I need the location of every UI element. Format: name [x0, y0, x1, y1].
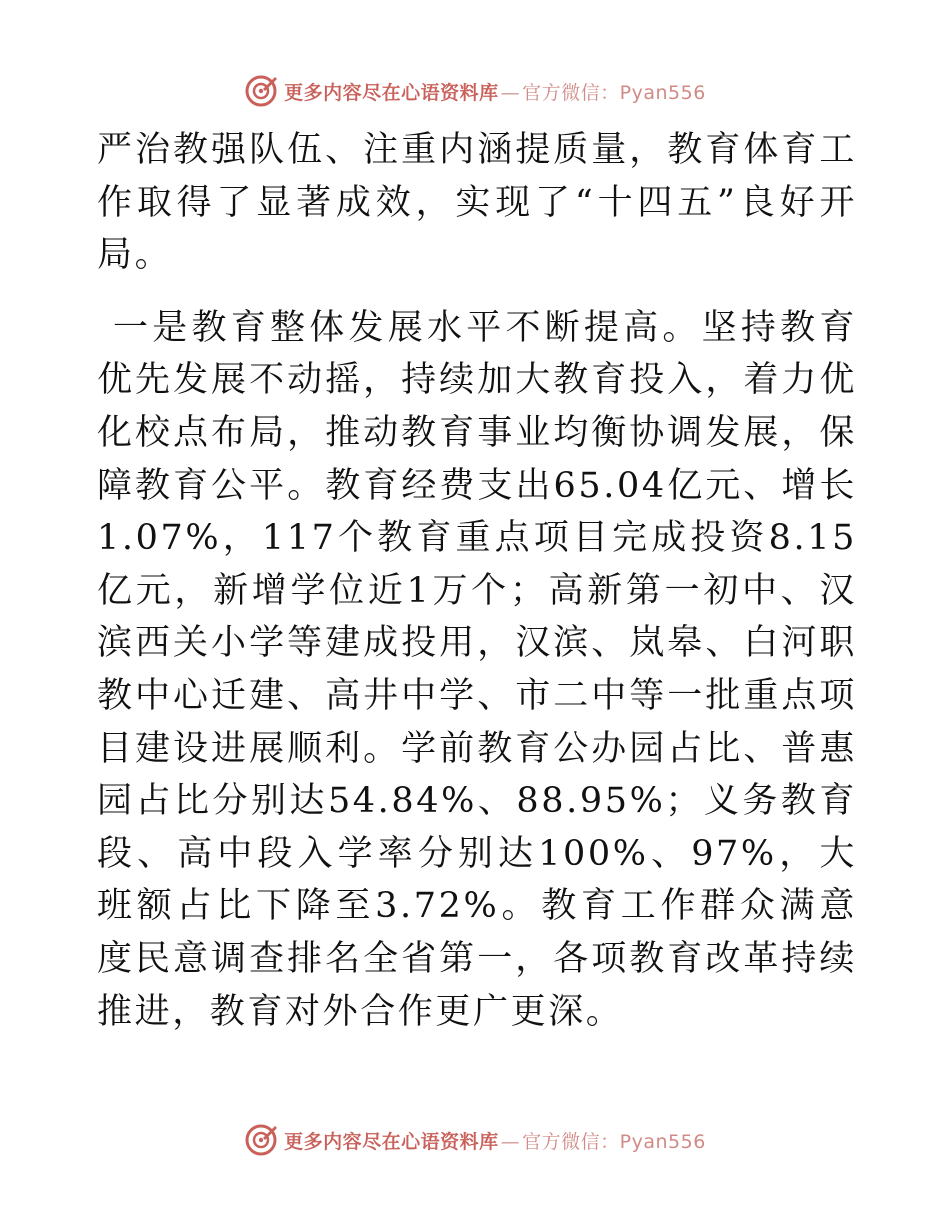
watermark-contact-text: 官方微信：Pyan556	[522, 1130, 706, 1153]
document-body	[97, 124, 857, 1038]
watermark-text	[284, 78, 706, 105]
watermark-text	[284, 1127, 706, 1154]
pen-circle-logo-icon	[244, 1123, 278, 1157]
watermark-site-text: 更多内容尽在心语资料库	[284, 1130, 499, 1153]
footer-watermark	[0, 1120, 950, 1160]
paragraph-continuation: 严治教强队伍、注重内涵提质量，教育体育工作取得了显著成效，实现了“十四五”良好开局。	[97, 130, 857, 276]
watermark-separator: —	[500, 81, 521, 104]
watermark-contact-text: 官方微信：Pyan556	[522, 81, 706, 104]
header-watermark	[0, 71, 950, 111]
paragraph-education-development: 一是教育整体发展水平不断提高。坚持教育优先发展不动摇，持续加大教育投入，着力优化校点布局，推动教育事业均衡协调发展，保障教育公平。教育经费支出65.04亿元、增长1.07%，117个教育重点项目完成投资8.15亿元，新增学位近1万个；高新第一初中、汉滨西关小学等建成投用，汉滨、岚皋、白河职教中心迁建、高井中学、市二中等一批重点项目建设进展顺利。学前教育公办园占比、普惠园占比分别达54.84%、88.95%；义务教育段、高中段入学率分别达100%、97%，大班额占比下降至3.72%。教育工作群众满意度民意调查排名全省第一，各项教育改革持续推进，教育对外合作更广更深。	[97, 307, 857, 1032]
watermark-separator: —	[500, 1130, 521, 1153]
watermark-site-text: 更多内容尽在心语资料库	[284, 81, 499, 104]
pen-circle-logo-icon	[244, 74, 278, 108]
